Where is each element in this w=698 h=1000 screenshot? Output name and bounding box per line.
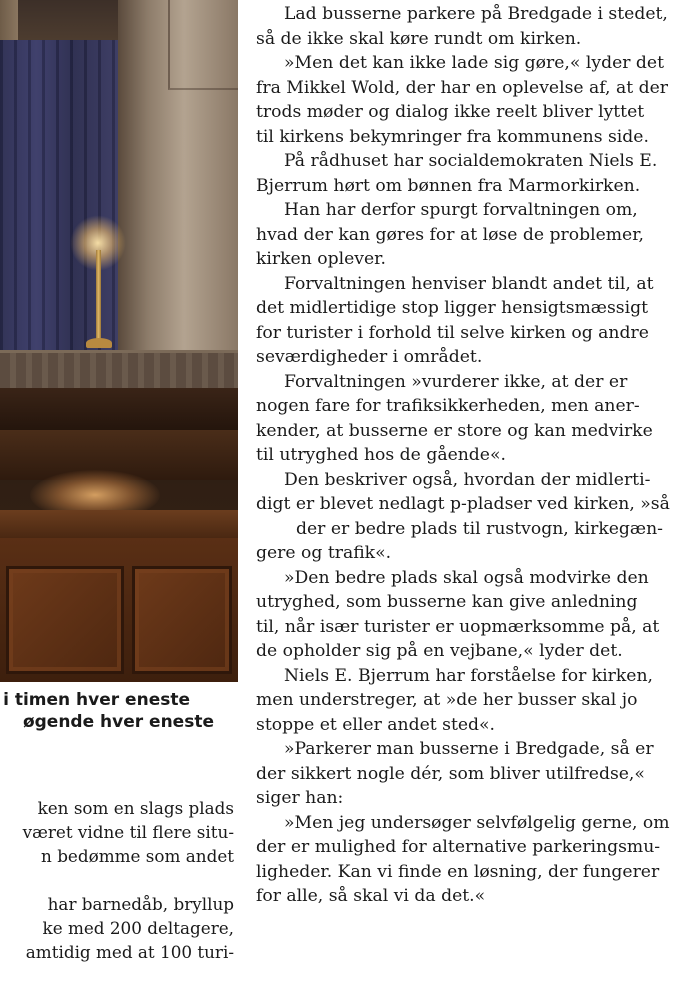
candlestick-base [86,338,112,348]
text-line: for turister i forhold til selve kirken og andre [256,322,649,343]
text-line: til, når især turister er uopmærksomme på, at [256,616,660,637]
text-line: men understreger, at »de her busser skal jo [256,690,638,710]
text-line: været vidne til flere situ- [22,822,234,842]
text-line: trods møder og dialog ikke reelt bliver lyttet [256,102,645,122]
candlestick [96,250,101,345]
caption-line: øgende hver eneste [22,712,214,732]
caption-line: i timen hver eneste [3,690,190,710]
text-line: der sikkert nogle dér, som bliver utilfredse,« [256,763,645,784]
text-line: n bedømme som andet [41,846,234,866]
pew-back [0,388,238,430]
right-text-column [256,2,696,909]
text-line: det midlertidige stop ligger hensigtsmæssigt [256,298,649,318]
text-line: nogen fare for trafiksikkerheden, men aner- [256,396,640,416]
text-line: kirken oplever. [256,249,386,269]
text-line: til utryghed hos de gående«. [256,445,506,465]
photo-curtain-folds [0,40,122,358]
text-line: På rådhuset har socialdemokraten Niels E. [284,151,658,171]
text-line: utryghed, som busserne kan give anledning [256,592,638,612]
text-line: digt er blevet nedlagt p-pladser ved kirken, »så [256,494,670,514]
left-text-column [0,796,238,964]
text-line: Forvaltningen »vurderer ikke, at der er [284,371,628,392]
altar-rail [0,350,238,388]
text-line: til kirkens bekymringer fra kommunens side. [256,126,649,147]
text-line: »Men jeg undersøger selvfølgelig gerne, om [284,812,670,833]
photo-arch [168,0,238,90]
text-line: kender, at busserne er store og kan medvirke [256,420,653,441]
text-line: ken som en slags plads [37,798,234,818]
text-line: har barnedåb, bryllup [47,894,234,914]
text-line: ke med 200 deltagere, [42,918,234,938]
text-line: for alle, så skal vi da det.« [256,886,486,906]
text-line: »Den bedre plads skal også modvirke den [284,567,649,588]
text-line: ligheder. Kan vi finde en løsning, der fungerer [256,861,660,882]
text-line: Bjerrum hørt om bønnen fra Marmorkirken. [256,175,641,196]
pew-panel [132,566,232,674]
text-line: de opholder sig på en vejbane,« lyder det. [256,641,623,661]
photo-caption [0,689,238,733]
text-line: »Parkerer man busserne i Bredgade, så er [284,739,654,759]
text-line: Forvaltningen henviser blandt andet til, at [284,273,654,294]
pew-panel [6,566,124,674]
text-line: Niels E. Bjerrum har forståelse for kirken, [284,665,654,686]
text-line: amtidig med at 100 turi- [25,942,234,962]
text-line: gere og trafik«. [256,543,392,563]
text-line: fra Mikkel Wold, der har en oplevelse af, at der [256,77,668,98]
text-line: hvad der kan gøres for at løse de problemer, [256,224,645,245]
text-line: stoppe et eller andet sted«. [256,714,496,735]
text-line: Lad busserne parkere på Bredgade i stedet, [284,4,668,24]
text-line: så de ikke skal køre rundt om kirken. [256,28,582,49]
text-line: Den beskriver også, hvordan der midlerti- [284,469,651,490]
text-line: »Men det kan ikke lade sig gøre,« lyder det [284,53,665,73]
text-line: Han har derfor spurgt forvaltningen om, [284,200,638,220]
text-line: der er mulighed for alternative parkeringsmu- [256,837,661,857]
church-interior-photo [0,0,238,682]
text-line: siger han: [256,788,344,808]
pew-top [0,510,238,538]
text-line: der er bedre plads til rustvogn, kirkegæn- [296,518,663,539]
text-line: seværdigheder i området. [256,347,483,367]
